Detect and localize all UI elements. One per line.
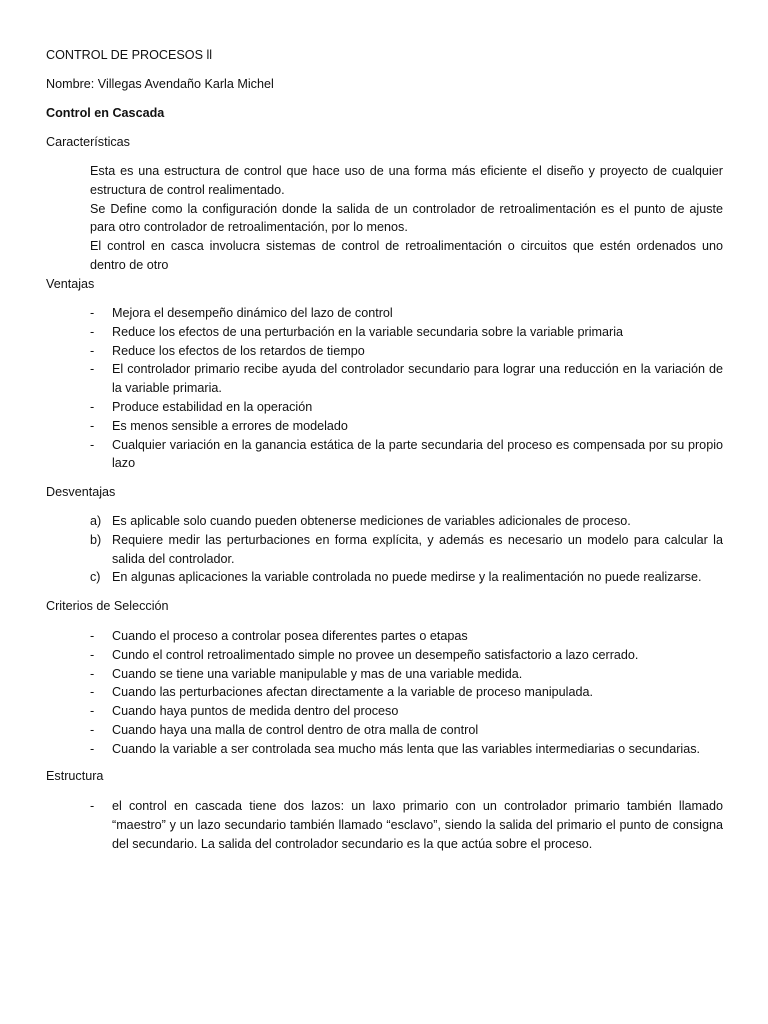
list-item: - Cuando el proceso a controlar posea diferentes partes o etapas: [90, 627, 723, 646]
list-marker: c): [90, 570, 101, 585]
list-marker: -: [90, 418, 95, 433]
list-marker: -: [90, 666, 95, 681]
list-marker: -: [90, 437, 95, 452]
caracteristicas-body: [90, 162, 723, 275]
list-item: - Cualquier variación en la ganancia estática de la parte secundaria del proceso es compensada por su propio lazo: [90, 437, 723, 471]
list-item: - Cuando la variable a ser controlada sea mucho más lenta que las variables intermediarias o secundarias.: [90, 740, 723, 759]
list-item: - Cuando las perturbaciones afectan directamente a la variable de proceso manipulada.: [90, 683, 723, 702]
list-item: - Reduce los efectos de los retardos de tiempo: [90, 342, 723, 361]
list-item: c) En algunas aplicaciones la variable controlada no puede medirse y la realimentación no puede realizarse.: [90, 568, 723, 587]
list-marker: -: [90, 324, 95, 339]
list-marker: -: [90, 629, 95, 643]
list-marker: -: [90, 799, 95, 813]
list-marker: -: [90, 741, 95, 756]
student-name: Nombre: Villegas Avendaño Karla Michel: [46, 77, 274, 91]
estructura-list: [90, 797, 723, 853]
criterios-list: [90, 627, 723, 759]
list-marker: -: [90, 647, 95, 662]
topic-title: Control en Cascada: [46, 106, 165, 120]
list-marker: -: [90, 704, 95, 719]
list-marker: -: [90, 685, 95, 700]
caracteristicas-heading: Características: [46, 135, 130, 149]
list-item: - Cuando se tiene una variable manipulable y mas de una variable medida.: [90, 665, 723, 684]
list-item: b) Requiere medir las perturbaciones en forma explícita, y además es necesario un modelo para calcular la salida del controlador.: [90, 532, 723, 566]
list-marker: -: [90, 362, 95, 377]
caracteristicas-paragraph: Se Define como la configuración donde la salida de un controlador de retroalimentación es el punto de ajuste para otro controlador de retroalimentación, por lo menos.: [90, 201, 723, 235]
list-item: - Reduce los efectos de una perturbación en la variable secundaria sobre la variable primaria: [90, 323, 723, 342]
list-marker: b): [90, 532, 102, 547]
list-item: - Es menos sensible a errores de modelado: [90, 417, 723, 436]
desventajas-heading: Desventajas: [46, 485, 116, 499]
list-item: - Produce estabilidad en la operación: [90, 398, 723, 417]
list-item: - Cundo el control retroalimentado simple no provee un desempeño satisfactorio a lazo cerrado.: [90, 646, 723, 665]
list-item: - Cuando haya puntos de medida dentro del proceso: [90, 702, 723, 721]
criterios-heading: Criterios de Selección: [46, 599, 169, 613]
list-item: - el control en cascada tiene dos lazos: un laxo primario con un controlador primario también llamado “maestro” y un lazo secundario también llamado “esclavo”, siendo la salida del primario el punto de consigna del secundario. La salida del controlador secundario es la que actúa sobre el proceso.: [90, 799, 723, 851]
list-marker: a): [90, 514, 102, 528]
caracteristicas-paragraph: El control en casca involucra sistemas de control de retroalimentación o circuitos que estén ordenados uno dentro de otro: [90, 239, 723, 272]
list-item: - El controlador primario recibe ayuda del controlador secundario para lograr una reducción en la variación de la variable primaria.: [90, 362, 723, 396]
caracteristicas-paragraph: Esta es una estructura de control que hace uso de una forma más eficiente el diseño y proyecto de cualquier estructura de control realimentado.: [90, 164, 723, 197]
list-marker: -: [90, 722, 95, 737]
list-marker: -: [90, 399, 95, 414]
ventajas-heading: Ventajas: [46, 277, 95, 291]
list-marker: -: [90, 343, 95, 358]
list-item: a) Es aplicable solo cuando pueden obtenerse mediciones de variables adicionales de proceso.: [90, 512, 723, 531]
estructura-heading: Estructura: [46, 769, 104, 783]
ventajas-list: [90, 304, 723, 473]
list-marker: -: [90, 306, 95, 320]
desventajas-list: [90, 512, 723, 587]
course-title: CONTROL DE PROCESOS ll: [46, 48, 213, 62]
list-item: - Mejora el desempeño dinámico del lazo de control: [90, 304, 723, 323]
list-item: - Cuando haya una malla de control dentro de otra malla de control: [90, 721, 723, 740]
